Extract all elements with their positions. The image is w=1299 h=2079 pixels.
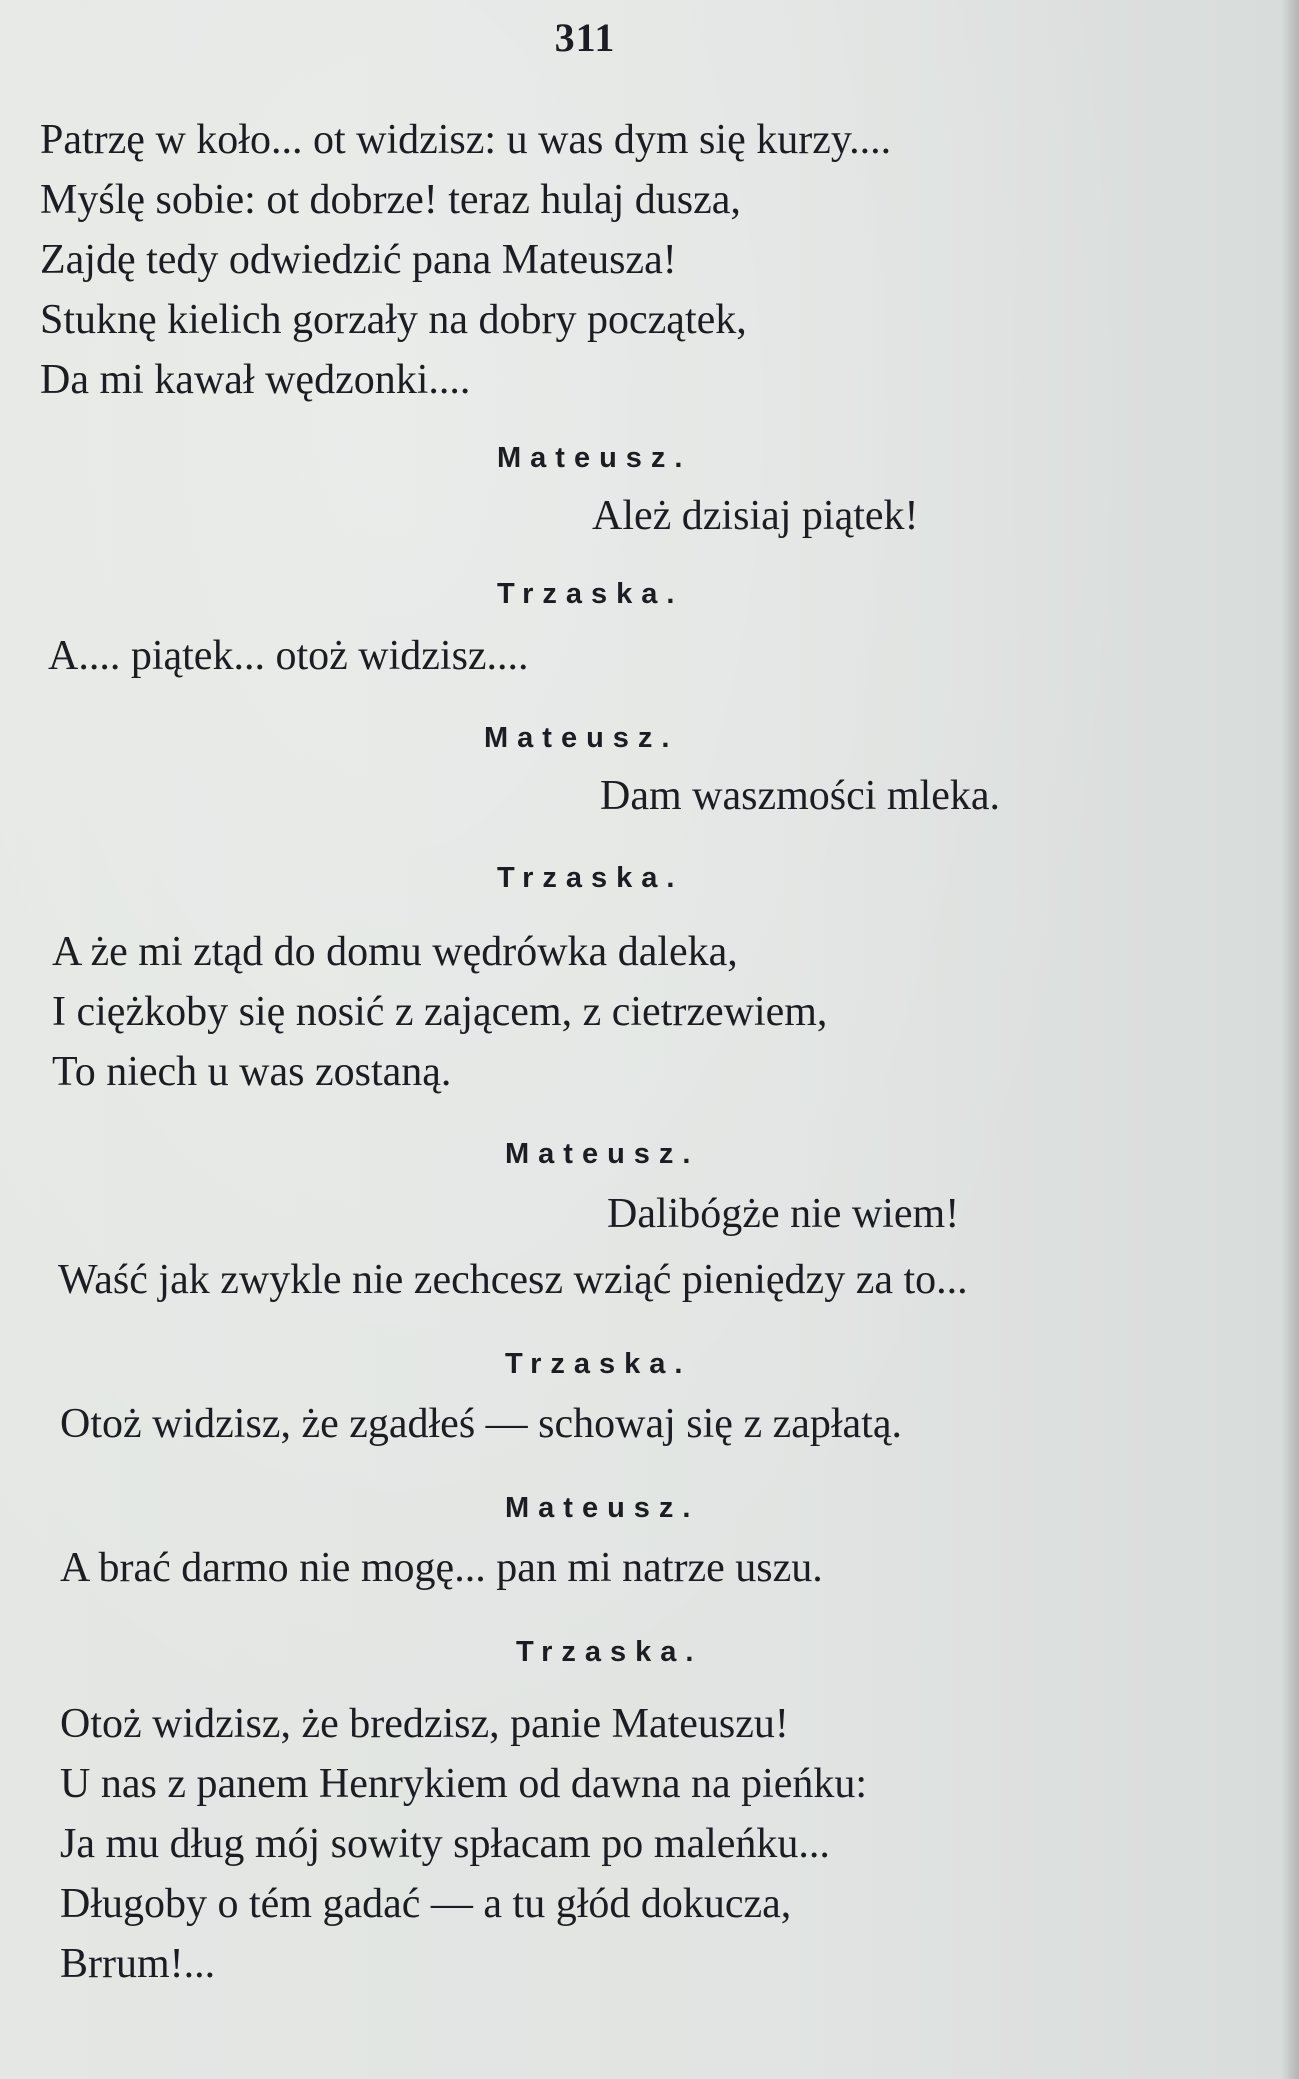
verse-line: I ciężkoby się nosić z zającem, z cietrzewiem, [52,989,828,1035]
dialogue-line: A brać darmo nie mogę... pan mi natrze uszu. [60,1545,823,1591]
verse-block-2 [52,922,827,1102]
speaker-trzaska: Trzaska. [497,578,684,610]
dialogue-line: A.... piątek... otoż widzisz.... [48,633,529,679]
speaker-mateusz: Mateusz. [505,1492,700,1524]
dialogue-line: Otoż widzisz, że zgadłeś — schowaj się z zapłatą. [60,1401,902,1447]
verse-line: U nas z panem Henrykiem od dawna na pieńku: [60,1761,868,1807]
verse-block-3 [60,1694,867,1994]
speaker-mateusz: Mateusz. [497,442,692,474]
verse-line: Patrzę w koło... ot widzisz: u was dym się kurzy.... [40,117,892,163]
verse-line: Myślę sobie: ot dobrze! teraz hulaj dusza, [40,177,741,223]
speaker-trzaska: Trzaska. [505,1348,692,1380]
verse-line: Brrum!... [60,1941,216,1987]
speaker-trzaska: Trzaska. [497,862,684,894]
verse-line: Długoby o tém gadać — a tu głód dokucza, [60,1881,792,1927]
page-number: 311 [554,15,616,60]
speaker-trzaska: Trzaska. [516,1636,703,1668]
dialogue-line: Dalibógże nie wiem! [607,1191,960,1237]
page-edge-shadow [1281,0,1299,2079]
verse-line: Da mi kawał wędzonki.... [40,357,471,403]
verse-line: Otoż widzisz, że bredzisz, panie Mateuszu! [60,1701,789,1747]
verse-line: Ja mu dług mój sowity spłacam po maleńku... [60,1821,830,1867]
verse-line: A że mi ztąd do domu wędrówka daleka, [52,929,738,975]
verse-line: Zajdę tedy odwiedzić pana Mateusza! [40,237,677,283]
dialogue-line: Ależ dzisiaj piątek! [592,493,919,539]
dialogue-line: Dam waszmości mleka. [600,773,1001,819]
dialogue-line: Waść jak zwykle nie zechcesz wziąć pieniędzy za to... [58,1257,968,1303]
verse-block-1 [40,110,891,410]
speaker-mateusz: Mateusz. [505,1138,700,1170]
speaker-mateusz: Mateusz. [484,722,679,754]
verse-line: Stuknę kielich gorzały na dobry początek, [40,297,747,343]
verse-line: To niech u was zostaną. [52,1049,452,1095]
